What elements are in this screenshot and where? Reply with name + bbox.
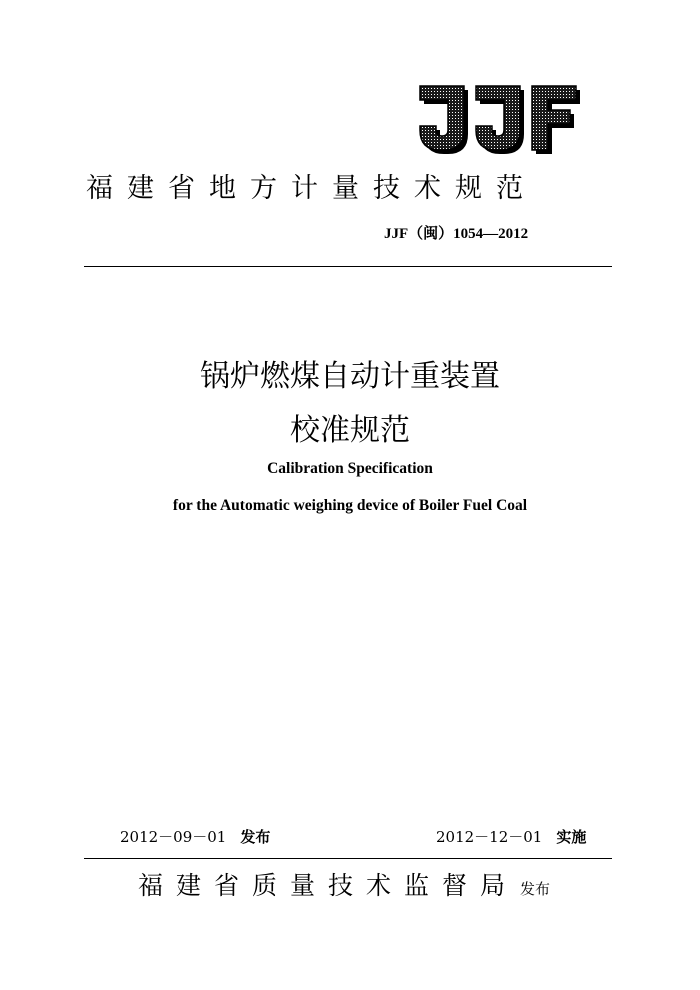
top-divider xyxy=(84,266,612,267)
issue-label: 发布 xyxy=(240,828,271,846)
standard-code: JJF（闽）1054—2012 xyxy=(384,226,529,242)
implement-date: 2012－12－01 xyxy=(436,828,543,846)
implement-date-block xyxy=(436,826,586,847)
series-title: 福建省地方计量技术规范 xyxy=(86,173,537,204)
logo-text: JJF xyxy=(418,84,420,85)
issue-date-block xyxy=(120,826,270,847)
jjf-logo xyxy=(418,84,580,156)
title-chinese-line2: 校准规范 xyxy=(290,413,410,448)
implement-label: 实施 xyxy=(556,828,587,846)
title-english-line2: for the Automatic weighing device of Boiler Fuel Coal xyxy=(172,497,528,514)
publisher-label: 发布 xyxy=(520,880,551,898)
bottom-divider xyxy=(84,858,612,859)
issue-date: 2012－09－01 xyxy=(120,828,227,846)
publisher-name: 福建省质量技术监督局 xyxy=(138,871,519,900)
title-english-line1: Calibration Specification xyxy=(267,460,433,477)
publisher-block xyxy=(138,866,550,902)
title-chinese-line1: 锅炉燃煤自动计重装置 xyxy=(200,359,500,394)
